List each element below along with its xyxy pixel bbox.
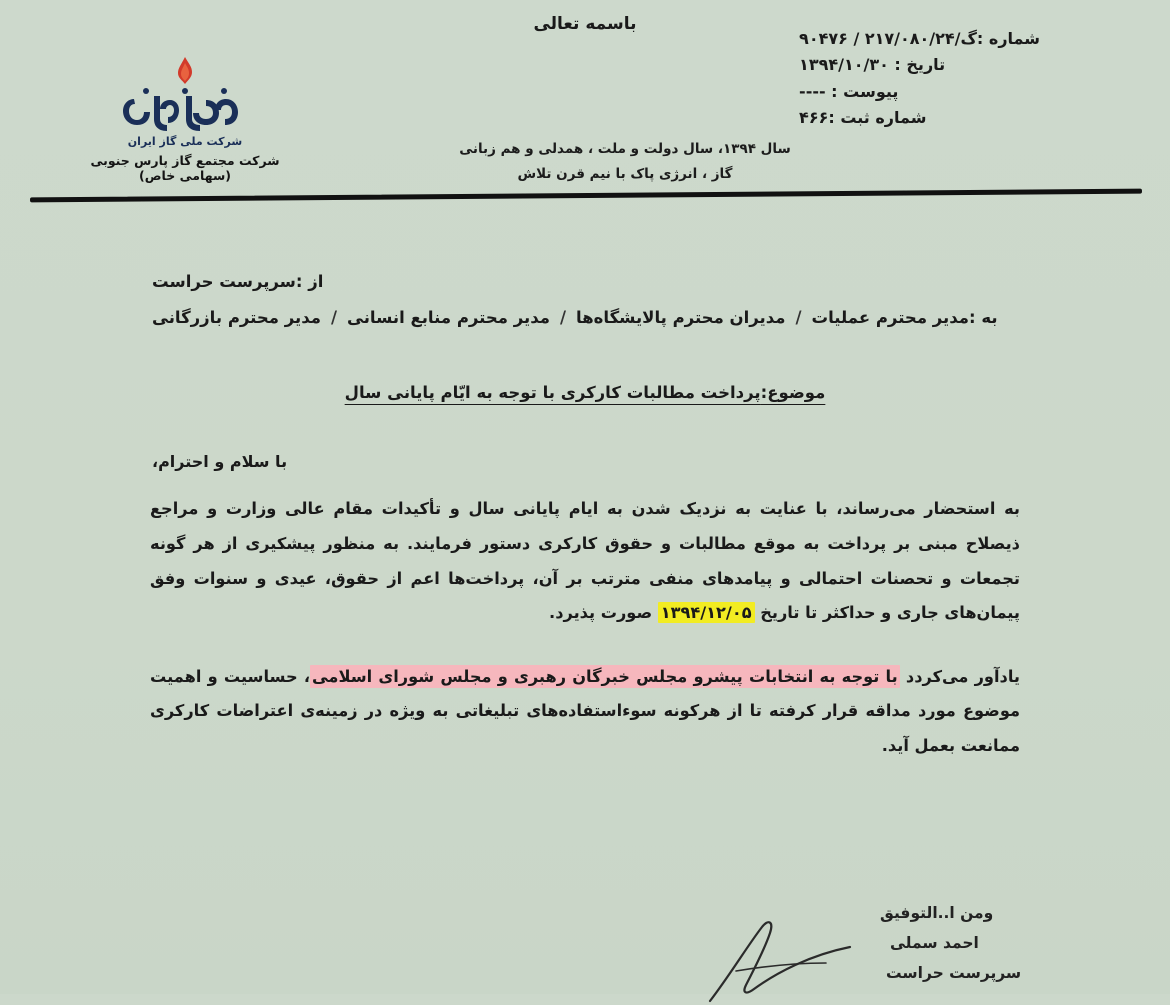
body-paragraph-1 [150,492,1020,631]
organization-logo-block [70,55,300,183]
paragraph-1-text-a: به استحضار می‌رساند، با عنایت به نزدیک شدن به ایام پایانی سال و تأکیدات مقام عالی وزارت و مراجع ذیصلاح مبنی بر پرداخت به موقع مطالبات و حقوق کارکری دستور فرمایند. به منظور پیشکیری از هر گونه تجمعات و تحصنات احتمالی و پیامدهای منفی مترتب بر آن، پرداخت‌ها اعم از حقوق، عیدی و سنوات وفق پیمان‌های جاری و حداکثر تا تاریخ [150,499,1020,623]
logo-caption-unit: شرکت مجتمع گاز پارس جنوبی (سهامی خاص) [90,153,280,183]
paragraph-1-text-b: صورت پذیرد. [549,603,658,623]
deadline-date-highlight: ۱۳۹۴/۱۲/۰۵ [658,602,755,623]
header-meta-block [799,26,1040,132]
to-value-3: مدیر محترم منابع انسانی [347,308,550,327]
slogan-line-1: سال ۱۳۹۴، سال دولت و ملت ، همدلی و هم زبانی [459,141,791,157]
subject-label: موضوع: [760,383,826,402]
basmala-text: باسمه تعالی [533,14,637,34]
greeting-text: با سلام و احترام، [152,452,288,471]
from-value: سرپرست حراست [152,272,296,291]
signature-closing: ومن ا..التوفیق [880,904,994,922]
year-slogan-block [435,137,815,187]
signature-name: احمد سملی [890,934,979,953]
from-label: از : [295,272,324,291]
from-field [0,272,1170,291]
header-divider [30,189,1142,203]
to-value-1: مدیر محترم عملیات [811,308,969,327]
meta-date: تاریخ : ۱۳۹۴/۱۰/۳۰ [799,55,946,75]
to-value-2: مدیران محترم پالایشگاه‌ها [576,308,786,327]
iran-national-gas-company-logo-icon [110,55,260,133]
logo-caption-company: شرکت ملی گاز ایران [127,135,243,148]
to-value-4: مدیر محترم بازرگانی [152,308,321,327]
meta-attachment: پیوست : ---- [799,81,899,101]
meta-number: شماره :گ/۲۱۷/۰۸۰/۲۴ / ۹۰۴۷۶ [799,29,1040,48]
elections-note-highlight: با توجه به انتخابات پیشرو مجلس خبرگان رهبری و مجلس شورای اسلامی [312,667,898,686]
slogan-line-2: گاز ، انرژی پاک با نیم قرن تلاش [517,165,733,182]
paragraph-2-text-a: یادآور می‌کردد [899,667,1020,686]
to-separator-3: / [330,308,337,327]
subject-value: پرداخت مطالبات کارکری با توجه به ایّام پایانی سال [344,383,761,402]
to-separator-2: / [559,308,567,327]
to-field [152,305,1030,331]
signature-title: سرپرست حراست [886,964,1022,983]
paragraph-2-text-b: ، حساسیت و اهمیت موضوع مورد مداقه قرار کرفته تا از هرکونه سوء‌استفاده‌های تبلیغاتی به ویژه در زمینه‌ی اعتراضات کارکری ممانعت بعمل آید. [150,667,1020,755]
to-label: به : [969,308,998,327]
to-separator-1: / [795,308,802,327]
body-paragraph-2 [150,660,1020,763]
meta-registration-number: شماره ثبت :۴۶۶ [799,108,927,128]
subject-line [300,383,870,402]
signature-block [640,898,1170,989]
